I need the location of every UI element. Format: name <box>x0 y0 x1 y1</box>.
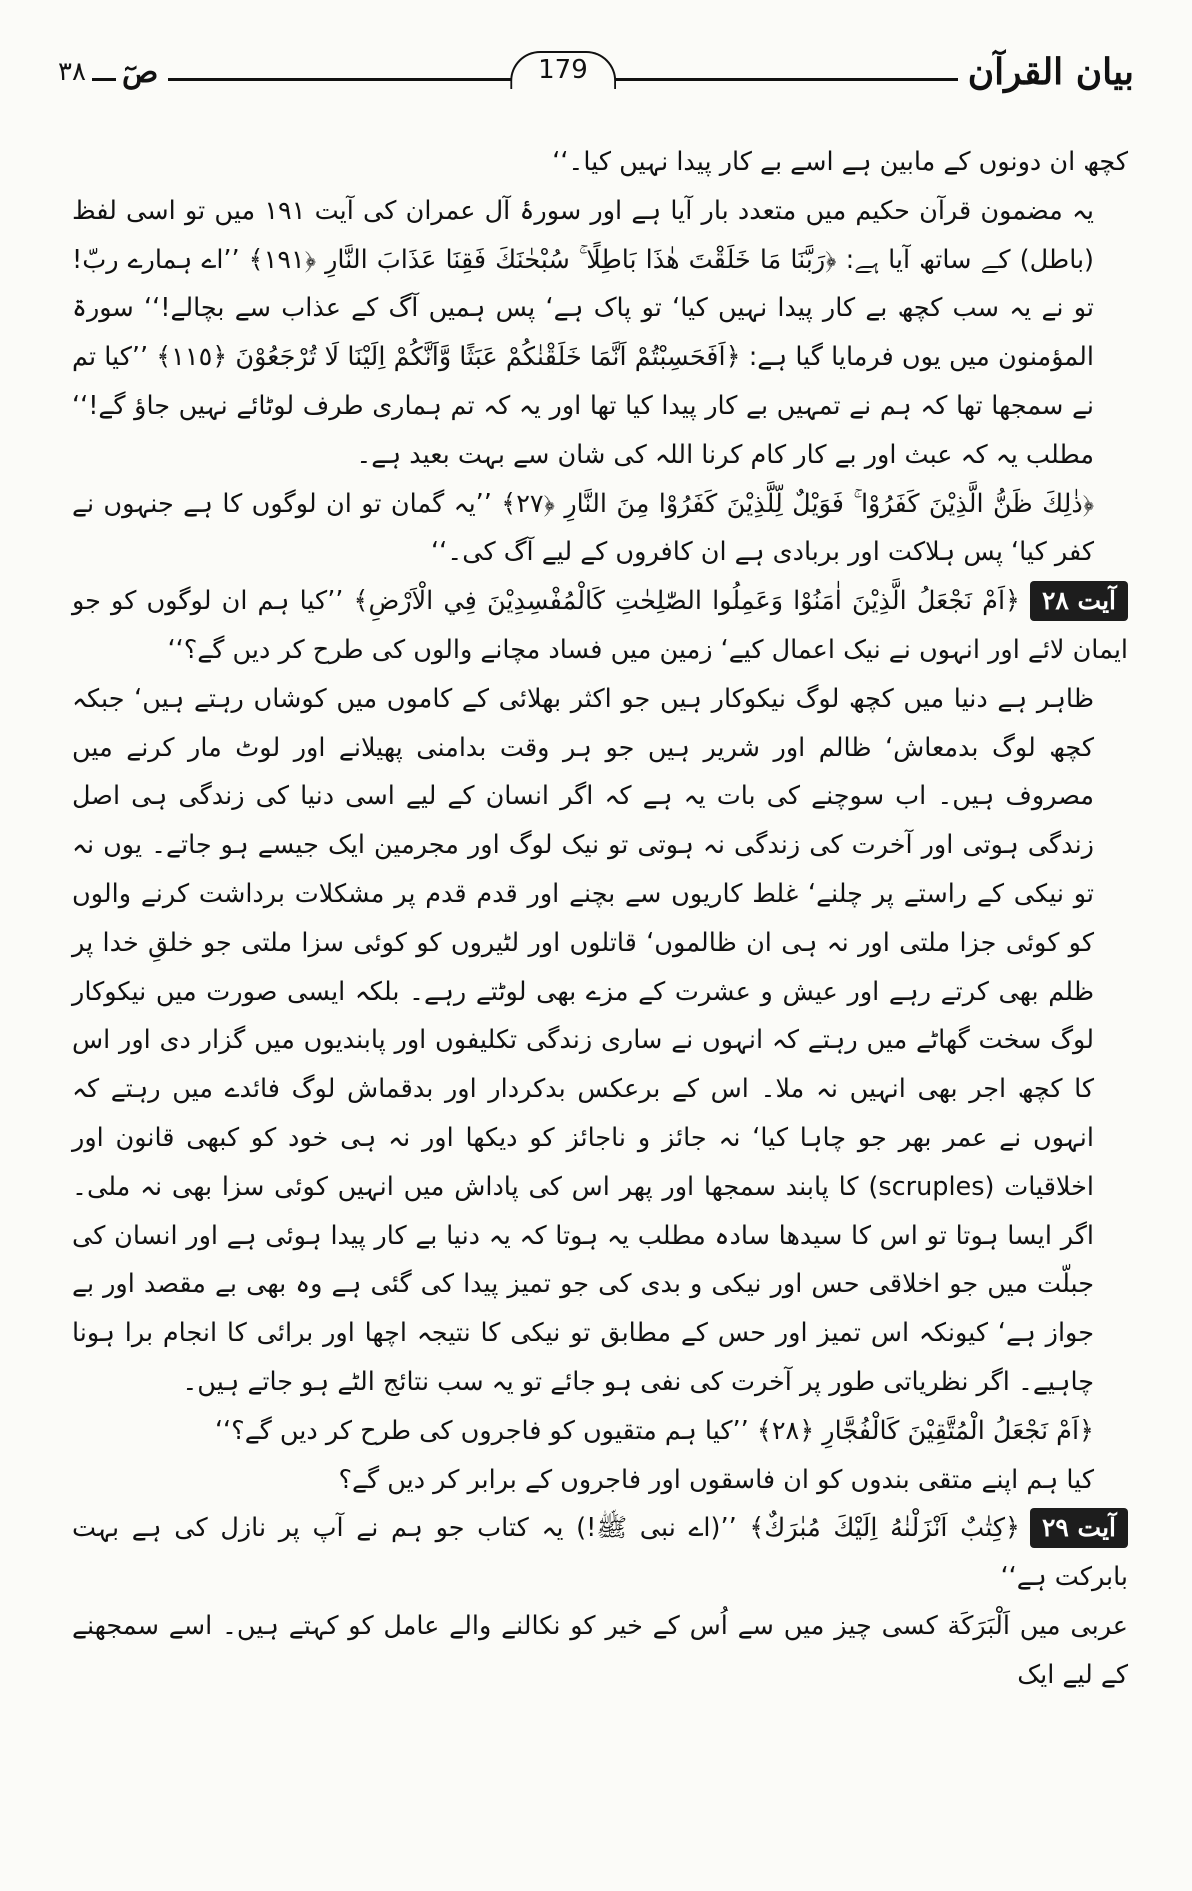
page-body <box>72 138 1128 1700</box>
ayah-translation: ’’کیا ہم متقیوں کو فاجروں کی طرح کر دیں گے؟‘‘ <box>214 1415 749 1446</box>
paragraph-text: عربی میں اَلْبَرَكَة کسی چیز میں سے اُس کے خیر کو نکالنے والے عامل کو کہتے ہیں۔ اسے سمجھنے کے لیے ایک <box>72 1610 1128 1690</box>
page-number: 179 <box>510 51 616 89</box>
paragraph-text: یہ مضمون قرآن حکیم میں متعدد بار آیا ہے اور سورۂ آل عمران کی آیت ۱۹۱ میں تو اسی لفظ (باطل) کے ساتھ آیا ہے: ﴿رَبَّنَا مَا خَلَقْتَ هٰذَا بَاطِلًا ۚ سُبْحٰنَكَ فَقِنَا عَذَابَ النَّارِ ﴿١٩١﴾ ’’اے ہمارے ربّ! تو نے یہ سب کچھ بے کار پیدا نہیں کیا‘ تو پاک ہے‘ پس ہمیں آگ کے عذاب سے بچالے!‘‘ سورۃ المؤمنون میں یوں فرمایا گیا ہے: ﴿اَفَحَسِبْتُمْ اَنَّمَا خَلَقْنٰكُمْ عَبَثًا وَّاَنَّكُمْ اِلَيْنَا لَا تُرْجَعُوْنَ ﴿١١٥﴾ ’’کیا تم نے سمجھا تھا کہ ہم نے تمہیں بے کار پیدا کیا تھا اور یہ کہ تم ہماری طرف لوٹائے نہیں جاؤ گے!‘‘ مطلب یہ کہ عبث اور بے کار کام کرنا اللہ کی شان سے بہت بعید ہے۔ <box>72 195 1095 470</box>
ayah-translation: ’’یہ گمان تو ان لوگوں کا ہے جنہوں نے کفر کیا‘ پس ہلاکت اور بربادی ہے ان کافروں کے لیے آگ کی۔‘‘ <box>72 488 1094 568</box>
surah-divider <box>92 78 116 81</box>
verse-marker-28: آیت ۲۸ <box>1030 581 1128 621</box>
verse-29 <box>72 1504 1128 1602</box>
ayah-arabic: ﴿اَمْ نَجْعَلُ الْمُتَّقِيْنَ كَالْفُجَّارِ ﴿٢٨﴾ <box>756 1415 1094 1446</box>
ayah-27 <box>72 480 1128 578</box>
verse-marker-29: آیت ۲۹ <box>1030 1508 1128 1548</box>
ayah-translation: ’’(اے نبی ﷺ!) یہ کتاب جو ہم نے آپ پر نازل کی ہے بہت بابرکت ہے‘‘ <box>72 1513 1128 1593</box>
surah-name: صٓ <box>121 54 159 90</box>
surah-number: ۳۸ <box>58 57 86 87</box>
verse-28 <box>72 577 1128 675</box>
page-header <box>58 44 1134 100</box>
ayah-translation: ’’کیا ہم ان لوگوں کو جو ایمان لائے اور انہوں نے نیک اعمال کیے‘ زمین میں فساد مچانے والوں کی طرح کر دیں گے؟‘‘ <box>72 586 1128 665</box>
paragraph-2 <box>72 187 1128 480</box>
ayah-arabic: ﴿اَمْ نَجْعَلُ الَّذِيْنَ اٰمَنُوْا وَعَمِلُوا الصّٰلِحٰتِ كَالْمُفْسِدِيْنَ فِي الْاَرْضِ﴾ <box>353 586 1020 617</box>
paragraph-1 <box>72 138 1128 187</box>
paragraph-last <box>72 1602 1128 1700</box>
paragraph-question <box>72 1456 1128 1505</box>
commentary-paragraph <box>72 675 1128 1407</box>
paragraph-text: ظاہر ہے دنیا میں کچھ لوگ نیکوکار ہیں جو اکثر بھلائی کے کاموں میں کوشاں رہتے ہیں‘ جبکہ کچھ لوگ بدمعاش‘ ظالم اور شریر ہیں جو ہر وقت بدامنی پھیلانے اور لوٹ مار کرنے میں مصروف ہیں۔ اب سوچنے کی بات یہ ہے کہ اگر انسان کے لیے اسی دنیا کی زندگی ہی اصل زندگی ہوتی اور آخرت کی زندگی نہ ہوتی تو نیک لوگ اور مجرمین ایک جیسے ہو جاتے۔ یوں نہ تو نیکی کے راستے پر چلنے‘ غلط کاریوں سے بچنے اور قدم قدم پر مشکلات برداشت کرنے والوں کو کوئی جزا ملتی اور نہ ہی ان ظالموں‘ قاتلوں اور لٹیروں کو کوئی سزا ملتی جو خلقِ خدا پر ظلم بھی کرتے رہے اور عیش و عشرت کے مزے بھی لوٹتے رہے۔ بلکہ ایسی صورت میں نیکوکار لوگ سخت گھاٹے میں رہتے کہ انہوں نے ساری زندگی تکلیفوں اور پابندیوں میں گزار دی اور اس کا کچھ اجر بھی انہیں نہ ملا۔ اس کے برعکس بدکردار اور بدقماش لوگ فائدے میں رہتے کہ انہوں نے عمر بھر جو چاہا کیا‘ نہ جائز و ناجائز کو دیکھا اور نہ ہی خود کو کبھی قانون اور اخلاقیات (scruples) کا پابند سمجھا اور پھر اس کی پاداش میں انہیں کوئی سزا بھی نہ ملی۔ اگر ایسا ہوتا تو اس کا سیدھا سادہ مطلب یہ ہوتا کہ یہ دنیا بے کار پیدا ہوئی ہے اور انسان کی جبلّت میں جو اخلاقی حس اور نیکی و بدی کی جو تمیز پیدا کی گئی ہے وہ بھی بے مقصد اور بے جواز ہے‘ کیونکہ اس تمیز اور حس کے مطابق تو نیکی کا نتیجہ اچھا اور برائی کا انجام برا ہونا چاہیے۔ اگر نظریاتی طور پر آخرت کی نفی ہو جائے تو یہ سب نتائج الٹے ہو جاتے ہیں۔ <box>72 683 1094 1397</box>
ayah-arabic: ﴿ذٰلِكَ ظَنُّ الَّذِيْنَ كَفَرُوْا ۚ فَوَيْلٌ لِّلَّذِيْنَ كَفَرُوْا مِنَ النَّارِ ﴿٢٧﴾ <box>501 488 1094 519</box>
ayah-28 <box>72 1407 1128 1456</box>
header-rule <box>168 54 957 85</box>
paragraph-text: کچھ ان دونوں کے مابین ہے اسے بے کار پیدا نہیں کیا۔‘‘ <box>552 147 1128 177</box>
book-title: بیان القرآن <box>967 51 1134 93</box>
ayah-arabic: ﴿كِتٰبٌ اَنْزَلْنٰهُ اِلَيْكَ مُبٰرَكٌ﴾ <box>749 1513 1020 1544</box>
paragraph-text: کیا ہم اپنے متقی بندوں کو ان فاسقوں اور فاجروں کے برابر کر دیں گے؟ <box>338 1464 1094 1495</box>
